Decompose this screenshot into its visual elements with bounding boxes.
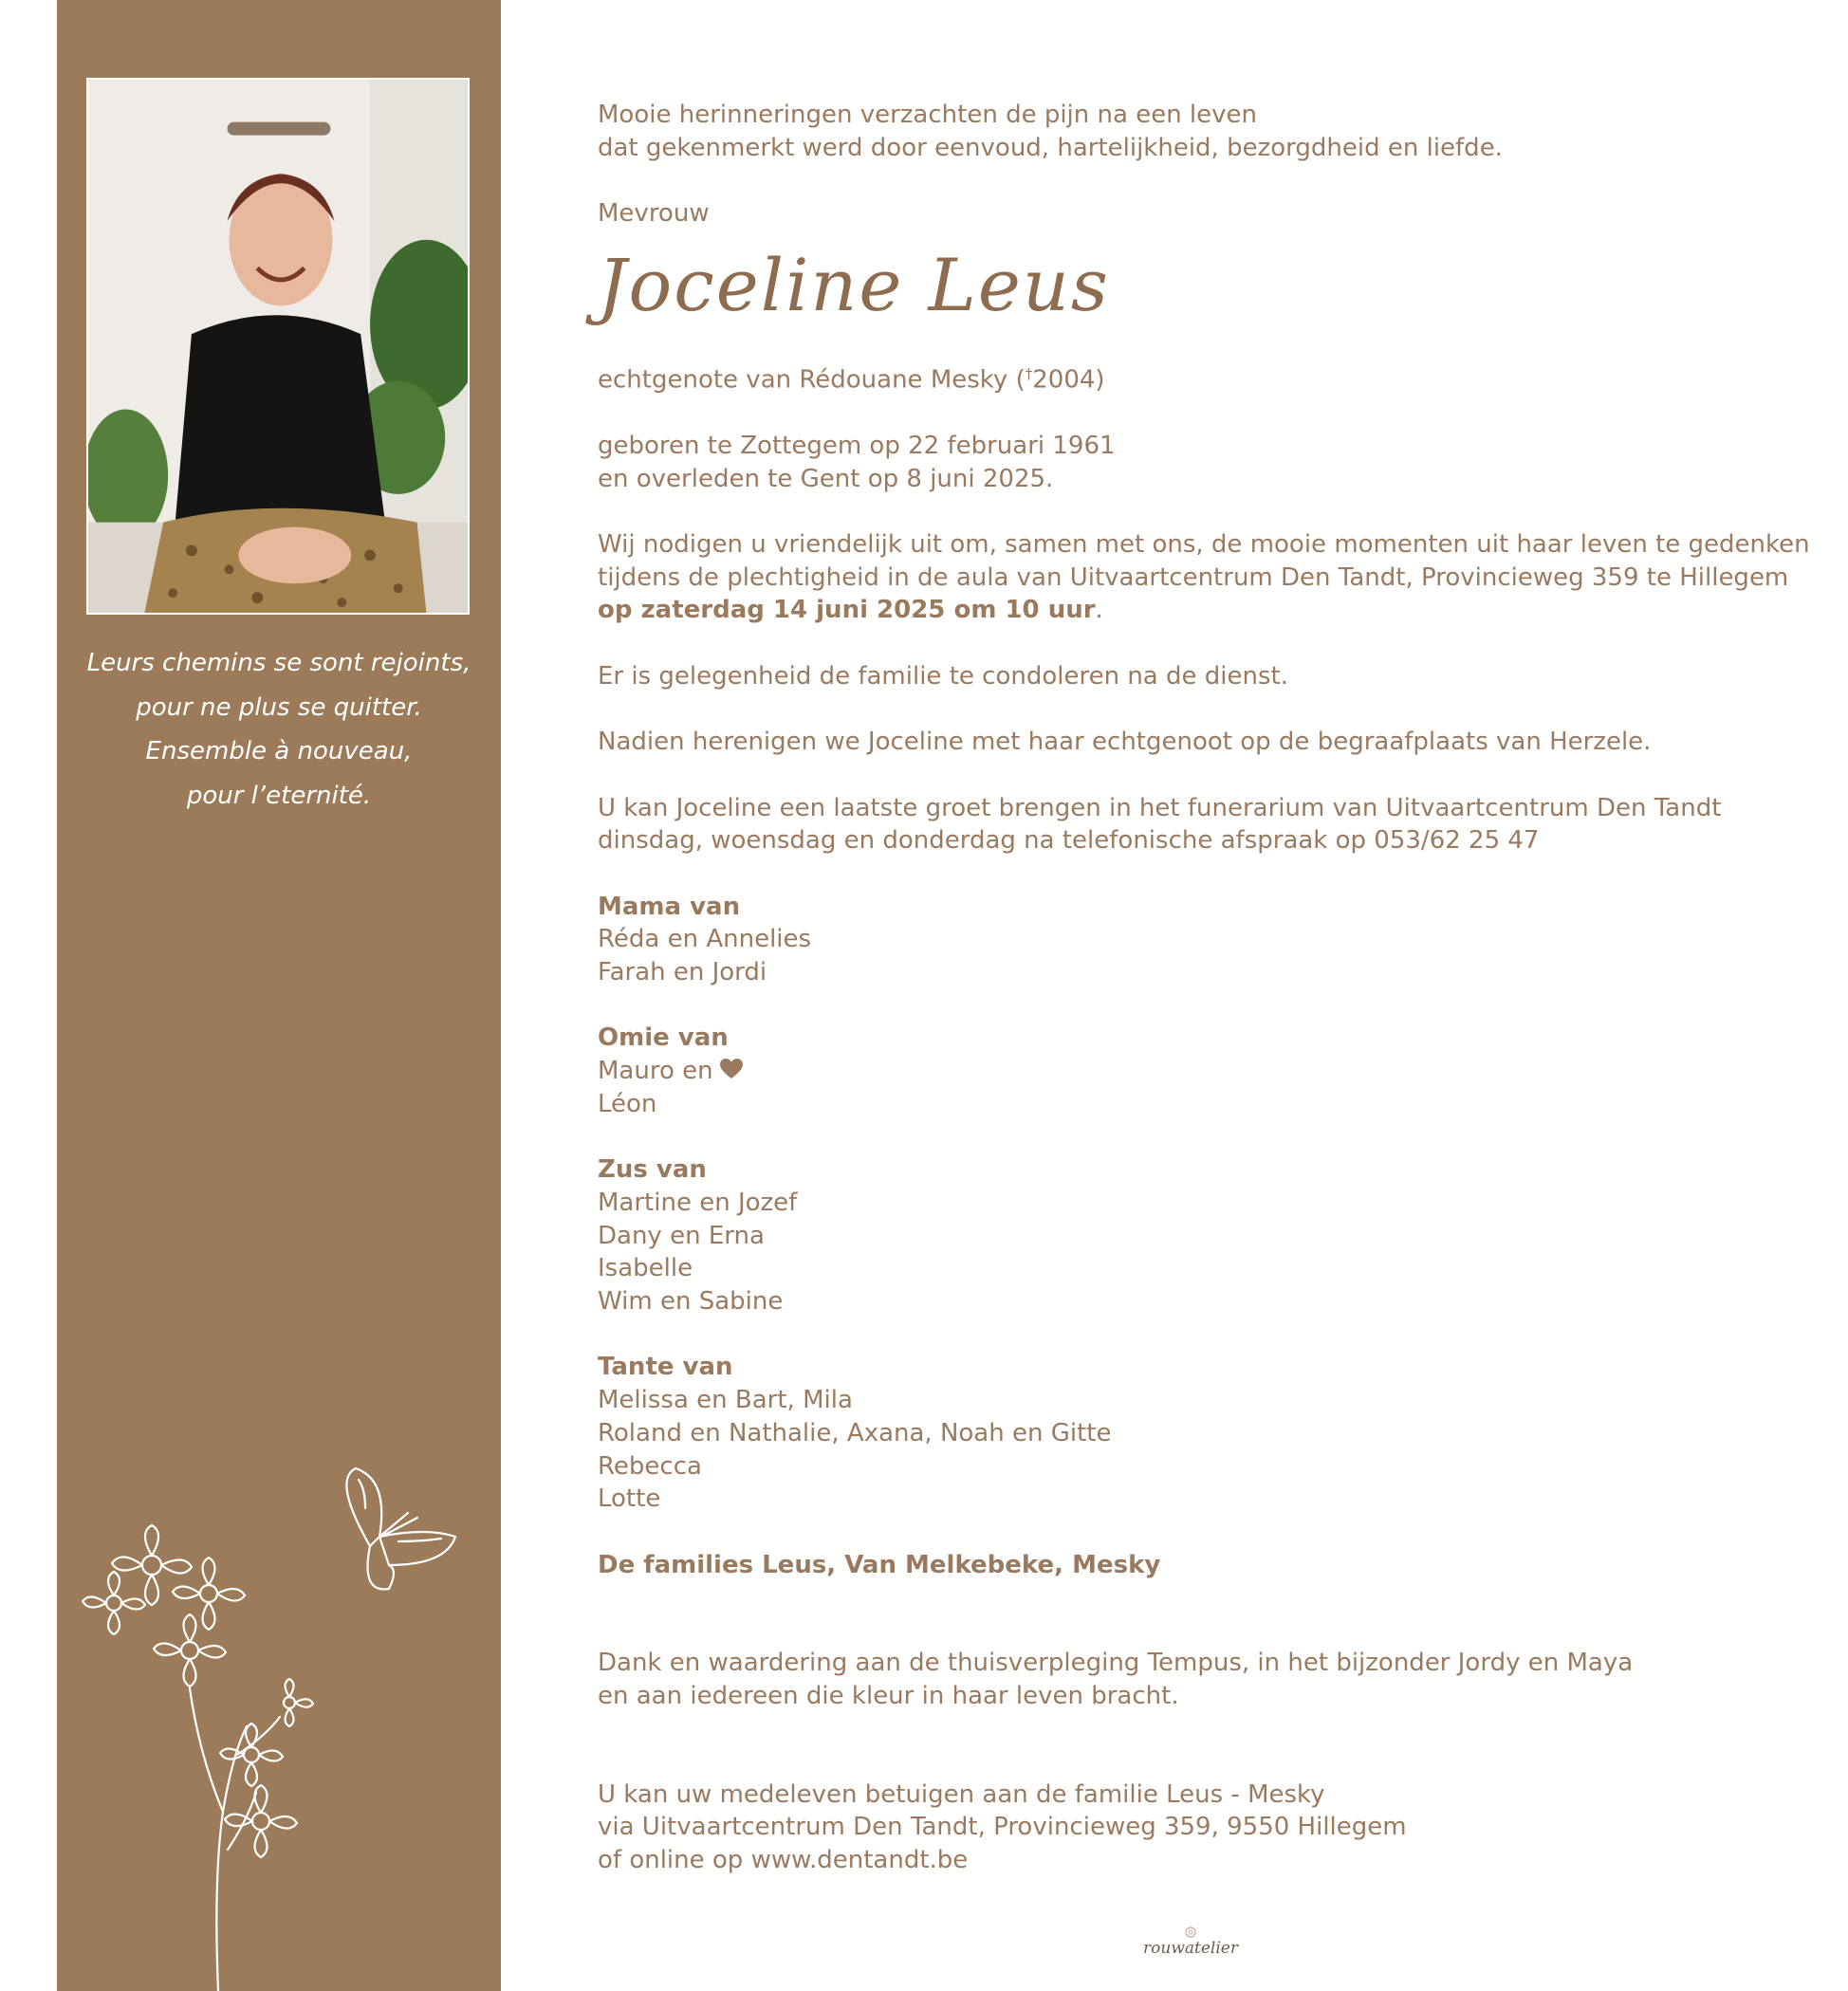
family-name: Réda en Annelies xyxy=(598,925,812,954)
family-name: Lotte xyxy=(598,1484,661,1514)
death-line: en overleden te Gent op 8 juni 2025. xyxy=(598,464,1054,493)
birth-line: geboren te Zottegem op 22 februari 1961 xyxy=(598,431,1116,460)
omie-heading: Omie van xyxy=(598,1023,729,1053)
condolence-line: Er is gelegenheid de familie te condoleren na de dienst. xyxy=(598,661,1288,691)
french-quote xyxy=(57,641,501,818)
main-text xyxy=(598,99,1810,1877)
portrait-image xyxy=(88,80,468,613)
contact-line: U kan uw medeleven betuigen aan de familie Leus - Mesky xyxy=(598,1779,1325,1809)
rouwatelier-logo xyxy=(1129,1926,1252,1967)
spouse-line xyxy=(598,358,1793,396)
family-name: Farah en Jordi xyxy=(598,958,767,987)
intro-line: Mooie herinneringen verzachten de pijn na een leven xyxy=(598,101,1258,129)
grandchild-name: Mauro en xyxy=(598,1057,713,1086)
quote-line: Leurs chemins se sont rejoints, xyxy=(86,649,471,677)
burial-line: Nadien herenigen we Joceline met haar echtgenoot op de begraafplaats van Herzele. xyxy=(598,728,1652,757)
visit-line: dinsdag, woensdag en donderdag na telefonische afspraak op 053/62 25 47 xyxy=(598,826,1540,856)
family-name: Rebecca xyxy=(598,1451,702,1481)
thanks-line: Dank en waardering aan de thuisverpleging Tempus, in het bijzonder Jordy en Maya xyxy=(598,1649,1634,1678)
heart-icon xyxy=(719,1058,744,1080)
thanks-line: en aan iedereen die kleur in haar leven bracht. xyxy=(598,1682,1179,1711)
spouse-prefix: echtgenote van Rédouane Mesky ( xyxy=(598,365,1026,395)
tante-heading: Tante van xyxy=(598,1353,733,1382)
contact-line: via Uitvaartcentrum Den Tandt, Provincieweg 359, 9550 Hillegem xyxy=(598,1813,1407,1842)
intro-line: dat gekenmerkt werd door eenvoud, hartelijkheid, bezorgdheid en liefde. xyxy=(598,133,1503,162)
salutation: Mevrouw xyxy=(598,199,710,229)
quote-line: pour l’eternité. xyxy=(186,781,372,810)
family-name: Roland en Nathalie, Axana, Noah en Gitte xyxy=(598,1418,1112,1447)
deceased-name: Joceline Leus xyxy=(598,242,1110,327)
families-line: De families Leus, Van Melkebeke, Mesky xyxy=(598,1550,1161,1579)
family-name: Wim en Sabine xyxy=(598,1287,784,1317)
visit-line: U kan Joceline een laatste groet brengen in het funerarium van Uitvaartcentrum Den Tandt xyxy=(598,793,1722,822)
flower-butterfly-icon xyxy=(57,1451,501,1991)
family-name: Martine en Jozef xyxy=(598,1188,798,1217)
family-name: Léon xyxy=(598,1089,657,1118)
quote-line: Ensemble à nouveau, xyxy=(145,737,413,765)
rose-icon xyxy=(1181,1926,1200,1939)
spouse-suffix: 2004) xyxy=(1032,365,1105,395)
family-name xyxy=(598,1055,1793,1088)
family-name: Isabelle xyxy=(598,1254,693,1283)
family-name: Melissa en Bart, Mila xyxy=(598,1386,853,1415)
invitation-line: tijdens de plechtigheid in de aula van Uitvaartcentrum Den Tandt, Provincieweg 359 te Hillegem xyxy=(598,562,1789,592)
zus-heading: Zus van xyxy=(598,1155,707,1185)
logo-text: rouwatelier xyxy=(1143,1939,1238,1958)
dagger-symbol: † xyxy=(1025,364,1033,382)
ceremony-date-end: . xyxy=(1095,596,1103,625)
invitation-line: Wij nodigen u vriendelijk uit om, samen met ons, de mooie momenten uit haar leven te gedenken xyxy=(598,529,1810,559)
ceremony-date-bold: op zaterdag 14 juni 2025 om 10 uur xyxy=(598,596,1096,625)
quote-line: pour ne plus se quitter. xyxy=(136,692,422,722)
contact-line: of online op www.dentandt.be xyxy=(598,1846,969,1875)
sidebar xyxy=(57,0,501,1991)
portrait-photo xyxy=(86,78,470,615)
family-name: Dany en Erna xyxy=(598,1221,765,1250)
mama-heading: Mama van xyxy=(598,892,741,921)
ceremony-date xyxy=(598,594,1793,627)
